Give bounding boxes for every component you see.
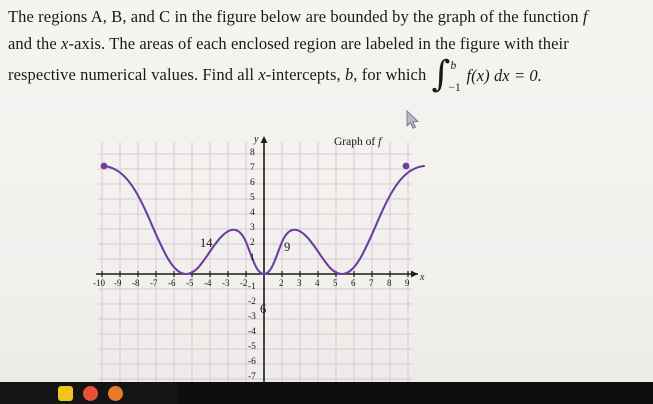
region-area-label-c: 6 (260, 302, 267, 316)
x-tick--10: -10 (93, 278, 105, 288)
problem-line2-a: and the (8, 33, 62, 53)
integral-sign: ∫ (431, 54, 451, 96)
figure-graph (82, 132, 432, 394)
y-tick-neg-3: -3 (248, 312, 256, 322)
y-tick-1: 1 (250, 253, 255, 263)
x-tick--8: -8 (132, 278, 140, 288)
y-tick-5: 5 (250, 193, 255, 203)
y-tick-2: 2 (250, 238, 255, 248)
axes (96, 138, 418, 394)
definite-integral (431, 54, 542, 96)
integral-limits (450, 61, 466, 95)
x-tick-2: 2 (279, 278, 284, 288)
y-tick-neg-6: -6 (248, 357, 256, 367)
y-tick-4: 4 (250, 208, 255, 218)
y-tick-6: 6 (250, 178, 255, 188)
x-tick-6: 6 (351, 278, 356, 288)
mouse-pointer-icon (406, 110, 420, 130)
y-tick-neg-7: -7 (248, 372, 256, 382)
x-tick-8: 8 (387, 278, 392, 288)
variable-x-1: x (61, 33, 69, 53)
region-area-label-a: 14 (200, 236, 213, 250)
variable-x-2: x (258, 65, 266, 85)
x-tick-3: 3 (297, 278, 302, 288)
problem-line3-d: , for which (353, 65, 427, 85)
problem-line3-b: -intercepts, (265, 65, 345, 85)
graph-title: Graph of f (334, 136, 382, 148)
taskbar-icons (0, 382, 178, 404)
problem-line2-b: -axis. The areas of each enclosed region are labeled in the figure with their (68, 33, 569, 53)
y-axis-label: y (254, 134, 259, 145)
x-axis-arrow (411, 271, 418, 278)
y-axis-arrow (261, 136, 268, 143)
y-tick-8: 8 (250, 148, 255, 158)
taskbar (0, 382, 653, 404)
x-tick-7: 7 (369, 278, 374, 288)
problem-line1-a: The regions A, B, and C in the figure below are bounded by the graph of the function (8, 7, 583, 26)
left-endpoint (101, 163, 108, 170)
function-symbol-f: f (582, 7, 588, 26)
problem-line3-a: respective numerical values. Find all (8, 65, 259, 85)
x-tick-9: 9 (405, 278, 410, 288)
y-tick-neg-2: -2 (248, 297, 256, 307)
y-tick-3: 3 (250, 223, 255, 233)
x-tick--5: -5 (186, 278, 194, 288)
x-tick-5: 5 (333, 278, 338, 288)
right-endpoint (403, 163, 410, 170)
folder-icon[interactable] (58, 386, 73, 401)
x-tick-4: 4 (315, 278, 320, 288)
y-tick-7: 7 (250, 163, 255, 173)
x-axis-label: x (420, 272, 425, 283)
record-icon[interactable] (83, 386, 98, 401)
region-area-label-b: 9 (284, 240, 291, 254)
y-tick-neg-1: -1 (248, 282, 256, 292)
x-tick--9: -9 (114, 278, 122, 288)
integral-lower-limit: −1 (448, 82, 461, 95)
problem-statement (8, 4, 646, 95)
browser-icon[interactable] (108, 386, 123, 401)
y-tick-neg-4: -4 (248, 327, 256, 337)
variable-b: b (344, 65, 354, 85)
x-tick--3: -3 (222, 278, 230, 288)
x-tick--2: -2 (240, 278, 248, 288)
x-tick--7: -7 (150, 278, 158, 288)
integral-upper-limit: b (450, 59, 457, 72)
x-tick--6: -6 (168, 278, 176, 288)
x-tick--4: -4 (204, 278, 212, 288)
integral-body: f(x) dx = 0. (466, 66, 542, 86)
y-tick-neg-5: -5 (248, 342, 256, 352)
